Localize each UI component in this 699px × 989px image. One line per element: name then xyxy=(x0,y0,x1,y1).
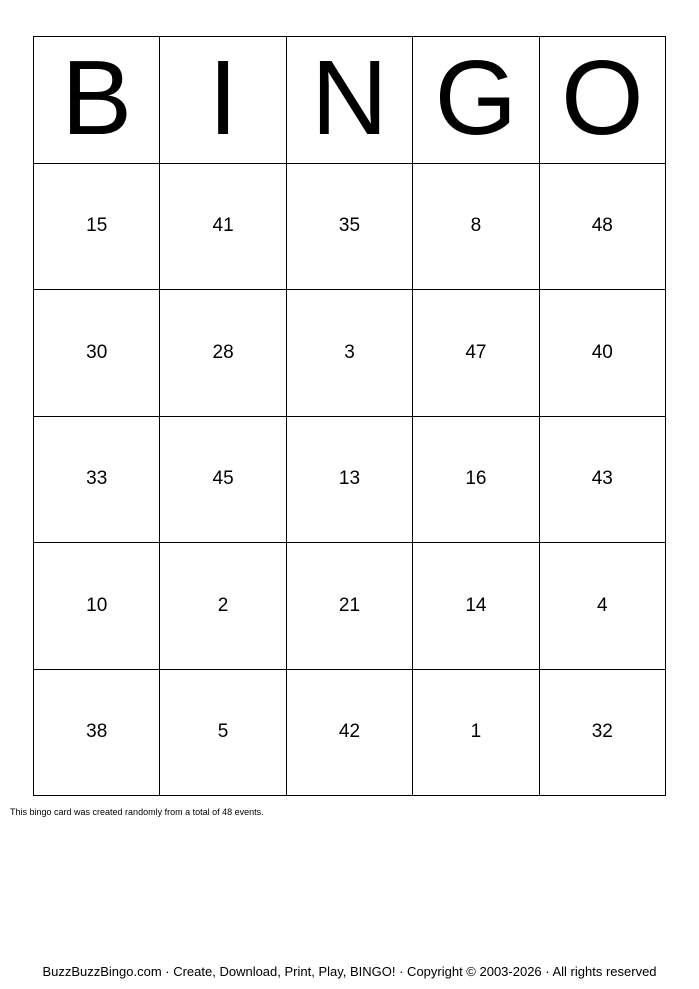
bingo-cell: 15 xyxy=(34,164,160,291)
bingo-cell: 10 xyxy=(34,543,160,670)
bingo-cell: 35 xyxy=(287,164,413,291)
bingo-cell: 28 xyxy=(160,290,286,417)
bingo-cell: 42 xyxy=(287,670,413,797)
header-letter-i: I xyxy=(160,37,286,164)
bingo-cell: 8 xyxy=(413,164,539,291)
bingo-cell: 48 xyxy=(540,164,666,291)
generation-note: This bingo card was created randomly from a total of 48 events. xyxy=(10,807,264,817)
bingo-cell: 5 xyxy=(160,670,286,797)
bingo-cell: 33 xyxy=(34,417,160,544)
header-letter-o: O xyxy=(540,37,666,164)
bingo-cell: 38 xyxy=(34,670,160,797)
bingo-cell: 14 xyxy=(413,543,539,670)
bingo-cell: 30 xyxy=(34,290,160,417)
header-letter-g: G xyxy=(413,37,539,164)
bingo-cell: 3 xyxy=(287,290,413,417)
footer-copyright: BuzzBuzzBingo.com · Create, Download, Print, Play, BINGO! · Copyright © 2003-2026 · All rights reserved xyxy=(42,964,657,979)
bingo-cell: 40 xyxy=(540,290,666,417)
bingo-cell: 2 xyxy=(160,543,286,670)
bingo-cell: 41 xyxy=(160,164,286,291)
bingo-cell: 47 xyxy=(413,290,539,417)
bingo-cell: 43 xyxy=(540,417,666,544)
bingo-cell: 13 xyxy=(287,417,413,544)
bingo-cell: 1 xyxy=(413,670,539,797)
bingo-cell: 4 xyxy=(540,543,666,670)
bingo-cell: 32 xyxy=(540,670,666,797)
bingo-cell: 45 xyxy=(160,417,286,544)
header-letter-n: N xyxy=(287,37,413,164)
bingo-card xyxy=(33,36,666,796)
bingo-cell: 21 xyxy=(287,543,413,670)
bingo-cell: 16 xyxy=(413,417,539,544)
header-letter-b: B xyxy=(34,37,160,164)
